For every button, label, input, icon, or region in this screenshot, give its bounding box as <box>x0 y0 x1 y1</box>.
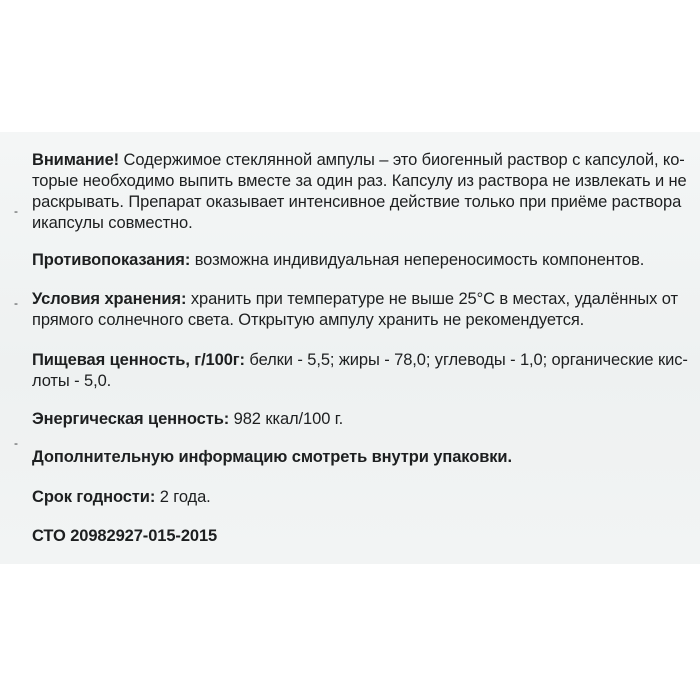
warning-line: раскрывать. Препарат оказывает интенсивное действие только при приёме раствора <box>32 193 682 211</box>
edge-mark: - <box>14 204 18 218</box>
nutrition-line: лоты - 5,0. <box>32 372 112 390</box>
shelf-life-heading: Срок годности: <box>32 488 156 506</box>
additional-info-paragraph: Дополнительную информацию смотреть внутри упаковки. <box>32 448 512 466</box>
nutrition-line: белки - 5,5; жиры - 78,0; углеводы - 1,0; органические кис- <box>244 351 688 369</box>
warning-line: икапсулы совместно. <box>32 214 193 232</box>
contraindications-heading: Противопоказания: <box>32 251 191 269</box>
standard-code: СТО 20982927-015-2015 <box>32 527 218 545</box>
edge-mark: - <box>14 436 18 450</box>
warning-line: Содержимое стеклянной ампулы – это биогенный раствор с капсулой, ко- <box>119 151 685 169</box>
storage-heading: Условия хранения: <box>32 290 187 308</box>
energy-text: 982 ккал/100 г. <box>229 410 344 428</box>
contraindications-text: возможна индивидуальная непереносимость компонентов. <box>190 251 645 269</box>
shelf-life-text: 2 года. <box>155 488 211 506</box>
shelf-life-paragraph <box>32 487 692 508</box>
storage-line: хранить при температуре не выше 25°С в местах, удалённых от <box>186 290 678 308</box>
contraindications-paragraph <box>32 250 692 271</box>
edge-mark: - <box>14 296 18 310</box>
storage-line: прямого солнечного света. Открытую ампулу хранить не рекомендуется. <box>32 311 585 329</box>
energy-paragraph <box>32 409 692 430</box>
nutrition-heading: Пищевая ценность, г/100г: <box>32 351 245 369</box>
warning-line: торые необходимо выпить вместе за один раз. Капсулу из раствора не извлекать и не <box>32 172 687 190</box>
warning-heading: Внимание! <box>32 151 120 169</box>
energy-heading: Энергическая ценность: <box>32 410 230 428</box>
storage-paragraph <box>32 289 692 331</box>
nutrition-paragraph <box>32 350 692 392</box>
warning-paragraph <box>32 150 692 234</box>
